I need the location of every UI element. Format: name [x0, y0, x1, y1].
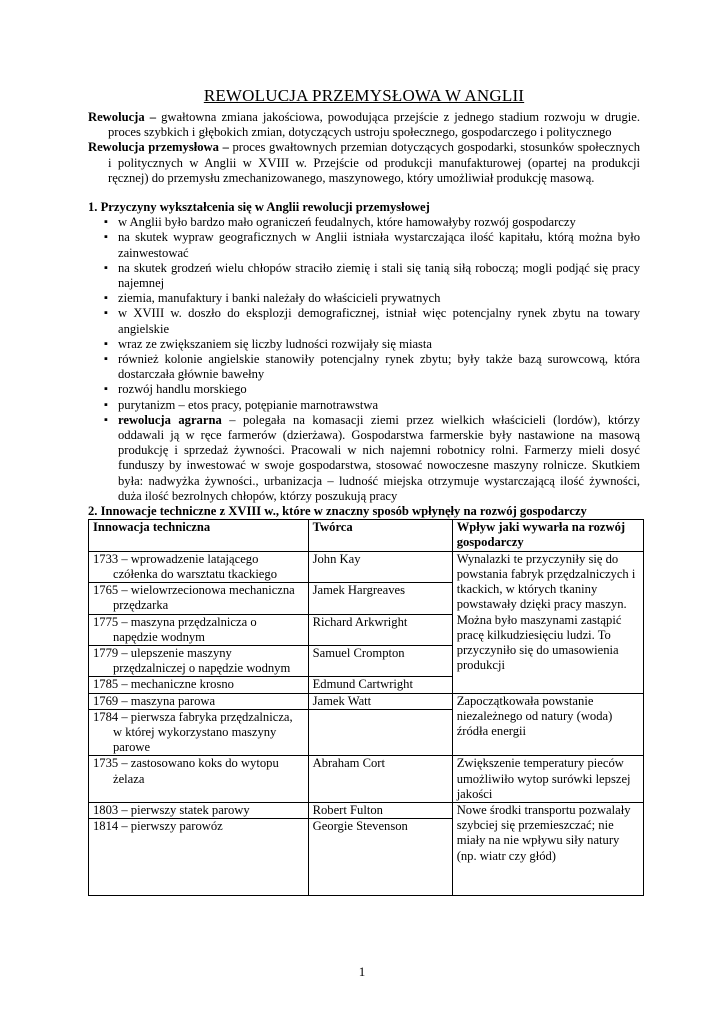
innovation-cell: [89, 551, 309, 582]
innovations-table: [88, 519, 644, 896]
innovation-text: 1775 – maszyna przędzalnicza o napędzie wodnym: [93, 614, 257, 644]
innovation-text: 1769 – maszyna parowa: [93, 693, 216, 708]
table-row: [89, 693, 644, 709]
innovation-cell: [89, 819, 309, 896]
innovation-cell: [89, 614, 309, 645]
innovation-text: 1735 – zastosowano koks do wytopu żelaza: [93, 756, 279, 786]
column-header: Innowacja techniczna: [89, 520, 309, 551]
section-heading-causes: 1. Przyczyny wykształcenia się w Anglii rewolucji przemysłowej: [88, 200, 430, 215]
list-item: ▪ rozwój handlu morskiego: [118, 382, 640, 397]
innovation-text: 1779 – ulepszenie maszyny przędzalniczej o napędzie wodnym: [93, 645, 291, 676]
list-item: ▪ również kolonie angielskie stanowiły potencjalny rynek zbytu; były także bazą surowcową, która dostarczała głównie bawełny: [118, 352, 640, 382]
table-header-row: [89, 520, 644, 551]
creator-cell: Edmund Cartwright: [308, 677, 452, 693]
section-heading-innovations: 2. Innowacje techniczne z XVIII w., które w znaczny sposób wpłynęły na rozwój gospodarczy: [88, 504, 587, 519]
innovation-text: 1784 – pierwsza fabryka przędzalnicza, w której wykorzystano maszyny parowe: [93, 709, 293, 755]
causes-list: [88, 215, 640, 504]
creator-cell: Richard Arkwright: [308, 614, 452, 645]
innovation-cell: [89, 709, 309, 756]
creator-cell: Jamek Watt: [308, 693, 452, 709]
list-item: ▪ wraz ze zwiększaniem się liczby ludności rozwijały się miasta: [118, 337, 640, 352]
list-item: ▪ na skutek grodzeń wielu chłopów straciło ziemię i stali się tanią siłą roboczą; mogli podjąć się pracy najemnej: [118, 261, 640, 291]
creator-cell: [308, 709, 452, 756]
impact-cell: Zapoczątkowała powstanie niezależnego od natury (woda) źródła energii: [452, 693, 643, 756]
innovation-cell: [89, 645, 309, 676]
innovation-text: 1803 – pierwszy statek parowy: [93, 802, 250, 817]
agrarian-text: – polegała na komasacji ziemi przez wielkich właścicieli (lordów), którzy oddawali ją w ręce farmerów (dzierżawa). Gospodarstwa farmerskie były nastawione na masową produkcję i sprzedaż żywności. Pracowali w nich najemni robotnicy rolni. Farmerzy mieli dosyć funduszy by inwestować w swoje gospodarstwa, stosować nowoczesne maszyny rolnicze. Skutkiem była: nadwyżka żywności., urbanizacja – ludność miejska otrzymuje wystarczającą ilość żywności, duża ilość bezrolnych chłopów, którzy poszukują pracy: [118, 412, 640, 503]
definition-text: gwałtowna zmiana jakościowa, powodująca przejście z jednego stadium rozwoju w drugie. proces szybkich i głębokich zmian, dotyczących ustroju społecznego, gospodarczego i politycznego: [108, 110, 640, 140]
list-item: ▪ w Anglii było bardzo mało ograniczeń feudalnych, które hamowałyby rozwój gospodarczy: [118, 215, 640, 230]
creator-cell: Abraham Cort: [308, 756, 452, 803]
innovation-text: 1733 – wprowadzenie latającego czółenka do warsztatu tkackiego: [93, 551, 277, 581]
definition-industrial-revolution: [88, 140, 640, 186]
list-item-agrarian: [118, 413, 640, 504]
list-item: ▪ purytanizm – etos pracy, potępianie marnotrawstwa: [118, 398, 640, 413]
column-header: Twórca: [308, 520, 452, 551]
innovation-cell: [89, 693, 309, 709]
agrarian-term: rewolucja agrarna: [118, 412, 222, 427]
document-page: [88, 86, 640, 896]
creator-cell: Robert Fulton: [308, 802, 452, 818]
list-item: ▪ w XVIII w. doszło do eksplozji demograficznej, istniał więc potencjalny rynek zbytu na towary angielskie: [118, 306, 640, 336]
list-item: ▪ na skutek wypraw geograficznych w Anglii istniała wystarczająca ilość kapitału, którą można było zainwestować: [118, 230, 640, 260]
innovation-text: 1765 – wielowrzecionowa mechaniczna przędzarka: [93, 583, 295, 613]
page-number: 1: [358, 964, 366, 979]
definition-term: Rewolucja –: [88, 110, 157, 124]
creator-cell: Georgie Stevenson: [308, 819, 452, 896]
innovation-text: 1814 – pierwszy parowóz: [93, 819, 223, 834]
innovation-cell: [89, 583, 309, 614]
impact-cell: Zwiększenie temperatury pieców umożliwiło wytop surówki lepszej jakości: [452, 756, 643, 803]
impact-cell: Nowe środki transportu pozwalały szybciej się przemieszczać; nie miały na nie wpływu siły natury (np. wiatr czy głód): [452, 802, 643, 895]
table-row: [89, 551, 644, 582]
innovation-cell: [89, 756, 309, 803]
page-title: REWOLUCJA PRZEMYSŁOWA W ANGLII: [203, 86, 525, 105]
creator-cell: Samuel Crompton: [308, 645, 452, 676]
list-item: ▪ ziemia, manufaktury i banki należały do właścicieli prywatnych: [118, 291, 640, 306]
definition-text: proces gwałtownych przemian dotyczących gospodarki, stosunków społecznych i politycznych w Anglii w XVIII w. Przejście od produkcji manufakturowej (opartej na produkcji ręcznej) do przemysłu zmechanizowanego, maszynowego, który umożliwiał produkcję masową.: [108, 140, 641, 185]
creator-cell: John Kay: [308, 551, 452, 582]
innovation-cell: [89, 677, 309, 693]
column-header: Wpływ jaki wywarła na rozwój gospodarczy: [452, 520, 643, 551]
table-row: [89, 802, 644, 818]
creator-cell: Jamek Hargreaves: [308, 583, 452, 614]
innovation-text: 1785 – mechaniczne krosno: [93, 677, 234, 692]
impact-cell: Wynalazki te przyczyniły się do powstania fabryk przędzalniczych i tkackich, w których tkaniny powstawały dzięki pracy maszyn. Można było maszynami zastąpić pracę kilkudziesięciu ludzi. To przyczyniło się do umasowienia produkcji: [452, 551, 643, 693]
innovation-cell: [89, 802, 309, 818]
definition-term: Rewolucja przemysłowa –: [88, 140, 229, 155]
definition-revolution: [88, 110, 640, 140]
table-row: [89, 756, 644, 803]
